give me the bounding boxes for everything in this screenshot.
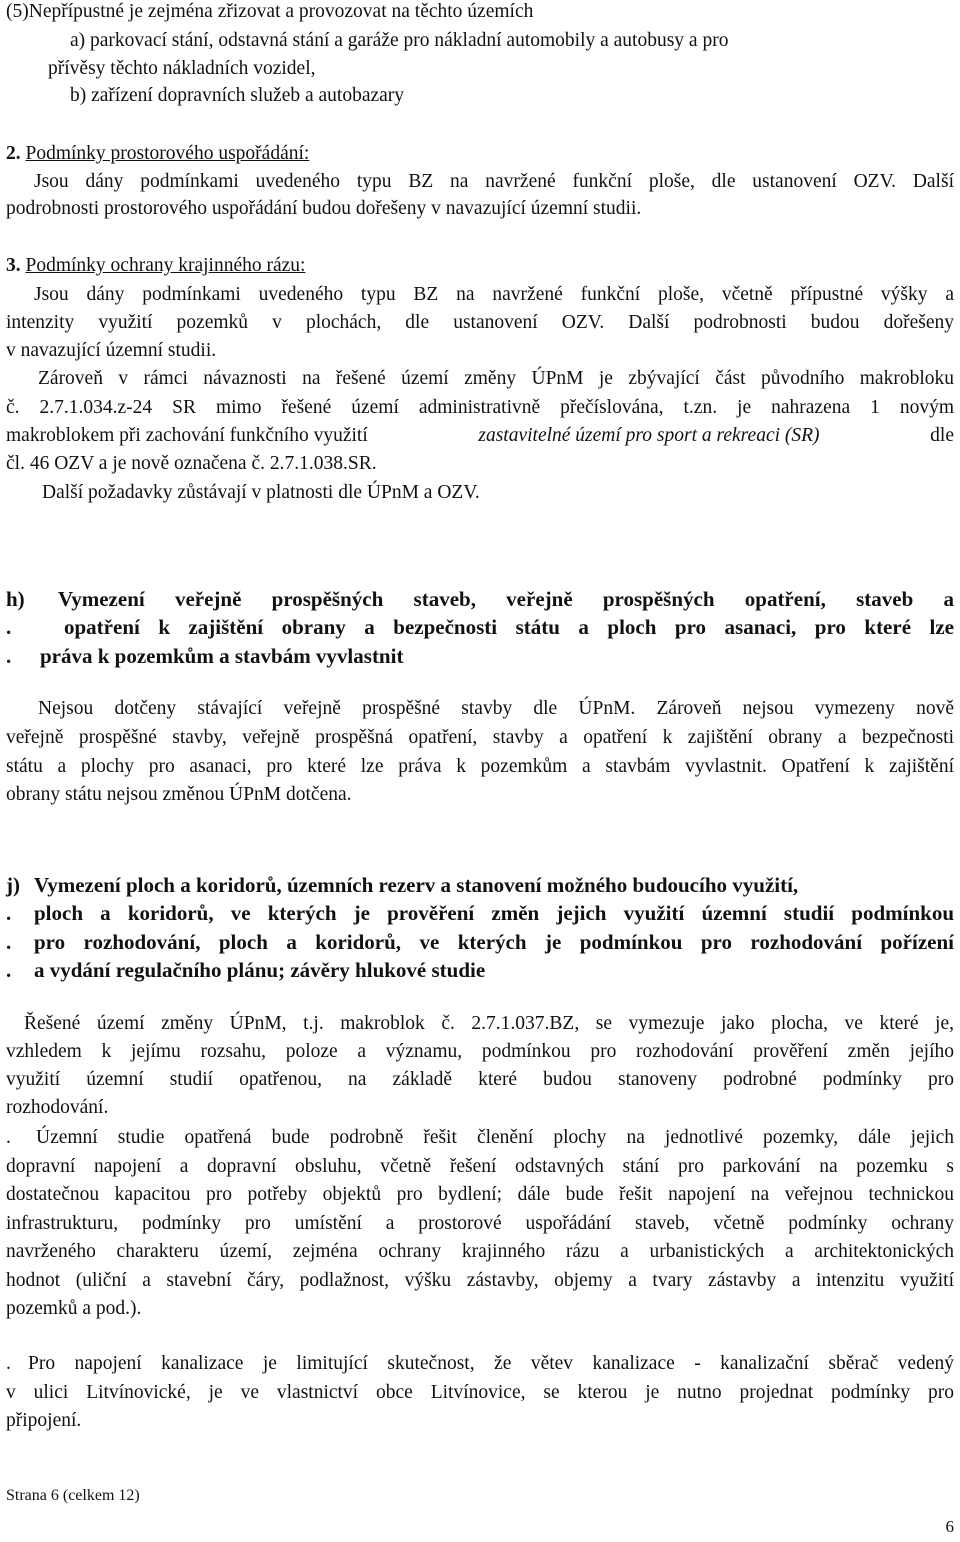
section-j-paragraph: pozemků a pod.). — [6, 1298, 142, 1319]
section-j-paragraph: hodnot (uliční a stavební čáry, podlažnost, výšku zástavby, objemy a tvary zástavby a intenzitu využití — [6, 1270, 954, 1291]
section-2-title: Podmínky prostorového uspořádání: — [25, 143, 310, 164]
list-item-b: b) zařízení dopravních služeb a autobazary — [70, 85, 405, 106]
section-j-title: a vydání regulačního plánu; závěry hlukové studie — [34, 958, 486, 982]
section-j-paragraph: rozhodování. — [6, 1097, 109, 1118]
section-j-paragraph: Řešené území změny ÚPnM, t.j. makroblok č. 2.7.1.037.BZ, se vymezuje jako plocha, ve které je, — [24, 1013, 954, 1034]
section-h-letter: h) — [6, 587, 25, 611]
section-j-title: Vymezení ploch a koridorů, územních rezerv a stanovení možného budoucího využití, — [34, 873, 799, 897]
section-j-paragraph: dopravní napojení a dopravní obsluhu, včetně řešení odstavných stání pro parkování na pozemku s — [6, 1156, 954, 1177]
section-3-line — [6, 424, 954, 448]
section-j-paragraph: infrastrukturu, podmínky pro umístění a prostorové uspořádání staveb, včetně podmínky ochrany — [6, 1213, 954, 1234]
section-j-title: ploch a koridorů, ve kterých je prověření změn jejich využití územní studií podmínkou — [34, 901, 954, 925]
section-j-dot: . — [6, 930, 12, 954]
section-3-line: intenzity využití pozemků v plochách, dle ustanovení OZV. Další podrobnosti budou dořešeny — [6, 312, 954, 333]
section-h-paragraph: státu a plochy pro asanaci, pro které lze práva k pozemkům a stavbám vyvlastnit. Opatření k zajištění — [6, 756, 954, 777]
section-3-line: č. 2.7.1.034.z-24 SR mimo řešené území administrativně přečíslována, t.zn. je nahrazena 1 novým — [6, 397, 954, 418]
section-j-paragraph: v ulici Litvínovické, je ve vlastnictví obce Litvínovice, se kterou je nutno projednat podmínky pro — [6, 1382, 954, 1403]
page-footer-label: Strana 6 (celkem 12) — [6, 1487, 140, 1504]
section-2-line: Jsou dány podmínkami uvedeného typu BZ na navržené funkční ploše, dle ustanovení OZV. Další — [34, 171, 954, 192]
section-h-title: opatření k zajištění obrany a bezpečnosti státu a ploch pro asanaci, pro které lze — [64, 615, 954, 639]
section-j-paragraph: dostatečnou kapacitou pro potřeby objektů pro bydlení; dále bude řešit napojení na veřejnou technickou — [6, 1184, 954, 1205]
section-h-title: práva k pozemkům a stavbám vyvlastnit — [40, 644, 404, 668]
section-j-paragraph: Územní studie opatřená bude podrobně řešit členění plochy na jednotlivé pozemky, dále jejich — [36, 1127, 954, 1148]
section-j-paragraph: využití územní studií opatřenou, na základě které budou stanoveny podrobné podmínky pro — [6, 1069, 954, 1090]
section-h-paragraph: obrany státu nejsou změnou ÚPnM dotčena. — [6, 784, 352, 805]
section-2-heading — [6, 142, 309, 166]
section-2-line: podrobnosti prostorového uspořádání budou dořešeny v navazující územní studii. — [6, 198, 642, 219]
section-h-dot: . — [6, 615, 12, 639]
section-h-dot: . — [6, 644, 12, 668]
section-j-paragraph: Pro napojení kanalizace je limitující skutečnost, že větev kanalizace - kanalizační sběrač vedený — [28, 1353, 954, 1374]
section-j-paragraph: vzhledem k jejímu rozsahu, poloze a významu, podmínkou pro rozhodování prověření změn jejího — [6, 1041, 954, 1062]
section-3-line-part: dle — [930, 425, 954, 446]
section-3-heading — [6, 254, 305, 278]
section-j-dot: . — [6, 1353, 11, 1374]
page-number: 6 — [945, 1517, 954, 1536]
section-j-dot: . — [6, 1127, 11, 1148]
section-j-paragraph: připojení. — [6, 1410, 82, 1431]
section-h-title: Vymezení veřejně prospěšných staveb, veřejně prospěšných opatření, staveb a — [58, 587, 954, 611]
list-item-a-cont: přívěsy těchto nákladních vozidel, — [48, 58, 316, 79]
section-3-line: čl. 46 OZV a je nově označena č. 2.7.1.038.SR. — [6, 453, 377, 474]
section-j-dot: . — [6, 901, 12, 925]
section-2-number: 2. — [6, 143, 21, 164]
section-3-line: Jsou dány podmínkami uvedeného typu BZ na navržené funkční ploše, včetně přípustné výšky a — [34, 284, 954, 305]
section-3-number: 3. — [6, 255, 21, 276]
section-3-line: Zároveň v rámci návaznosti na řešené území změny ÚPnM je zbývající část původního makrobloku — [38, 368, 954, 389]
section-3-line: v navazující územní studii. — [6, 340, 217, 361]
section-j-letter: j) — [6, 873, 20, 897]
nepripustne-heading: (5)Nepřípustné je zejména zřizovat a provozovat na těchto územích — [6, 1, 534, 22]
section-3-italic-text: zastavitelné území pro sport a rekreaci (SR) — [478, 425, 820, 446]
list-item-a: a) parkovací stání, odstavná stání a garáže pro nákladní automobily a autobusy a pro — [70, 30, 729, 51]
section-j-title: pro rozhodování, ploch a koridorů, ve kterých je podmínkou pro rozhodování pořízení — [34, 930, 954, 954]
section-j-dot: . — [6, 958, 12, 982]
section-j-paragraph: navrženého charakteru území, zejména ochrany krajinného rázu a urbanistických a architektonických — [6, 1241, 954, 1262]
section-3-line-part: makroblokem při zachování funkčního využití — [6, 425, 368, 446]
section-h-paragraph: Nejsou dotčeny stávající veřejně prospěšné stavby dle ÚPnM. Zároveň nejsou vymezeny nově — [38, 698, 954, 719]
section-h-paragraph: veřejně prospěšné stavby, veřejně prospěšná opatření, stavby a opatření k zajištění obrany a bezpečnosti — [6, 727, 954, 748]
section-3-line: Další požadavky zůstávají v platnosti dle ÚPnM a OZV. — [42, 482, 480, 503]
section-3-title: Podmínky ochrany krajinného rázu: — [25, 255, 306, 276]
